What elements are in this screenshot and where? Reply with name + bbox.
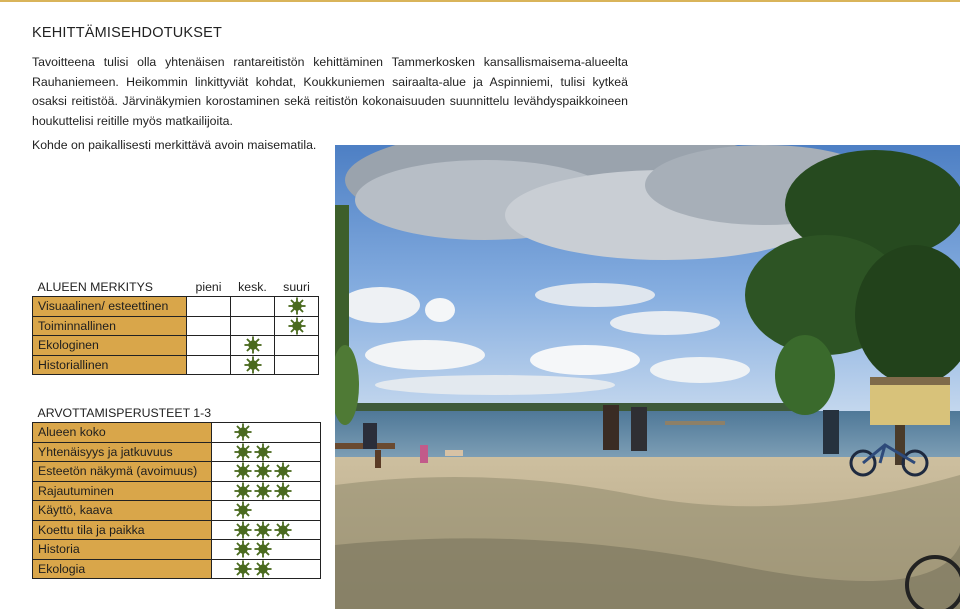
criteria-row-label: Rajautuminen: [33, 481, 212, 501]
sun-icon: [234, 501, 252, 519]
significance-row-label: Toiminnallinen: [33, 316, 187, 336]
criteria-row-label: Alueen koko: [33, 423, 212, 443]
criteria-score-cell: [212, 520, 321, 540]
significance-row: [33, 355, 319, 375]
sun-icon: [254, 521, 272, 539]
level-header-high: suuri: [283, 279, 310, 294]
sun-icon: [288, 317, 306, 335]
criteria-title: ARVOTTAMISPERUSTEET 1-3: [37, 405, 212, 420]
sun-icon: [274, 462, 292, 480]
criteria-score-cell: [212, 501, 321, 521]
criteria-row: [33, 481, 321, 501]
sun-icon: [234, 423, 252, 441]
significance-level-cell: [275, 316, 319, 336]
significance-row-label: Visuaalinen/ esteettinen: [33, 297, 187, 317]
criteria-table: [32, 403, 321, 579]
sun-icon: [288, 297, 306, 315]
significance-level-cell: [187, 336, 231, 356]
criteria-row: [33, 501, 321, 521]
sun-icon: [274, 521, 292, 539]
significance-level-cell: [231, 297, 275, 317]
description-paragraph: Tavoitteena tulisi olla yhtenäisen rantareitistön kehittäminen Tammerkosken kansallismaisema-alueelta Rauhaniemeen. Heikommin linkittyviät kohdat, Koukkuniemen sairaalta-alue ja Aspinniemi, tulisi kytkeä osaksi reitistöä. Järvinäkymien korostaminen sekä reitistön kokonaisuuden suunnittelu levähdyspaikkoineen houkuttelisi reitille myös matkailijoita.: [32, 55, 628, 128]
sun-icon: [234, 521, 252, 539]
sun-icon: [234, 443, 252, 461]
significance-row: [33, 297, 319, 317]
significance-level-cell: [275, 355, 319, 375]
criteria-row-label: Koettu tila ja paikka: [33, 520, 212, 540]
significance-table: [32, 277, 319, 375]
sun-icon: [244, 356, 262, 374]
significance-row: [33, 336, 319, 356]
criteria-row: [33, 442, 321, 462]
criteria-row: [33, 462, 321, 482]
sun-icon: [244, 336, 262, 354]
significance-level-cell: [231, 336, 275, 356]
criteria-score-cell: [212, 540, 321, 560]
criteria-row-label: Yhtenäisyys ja jatkuvuus: [33, 442, 212, 462]
criteria-score-cell: [212, 481, 321, 501]
significance-level-cell: [187, 316, 231, 336]
criteria-score-cell: [212, 423, 321, 443]
lakeside-beach-photo: [335, 145, 960, 609]
significance-level-cell: [275, 336, 319, 356]
significance-level-cell: [187, 355, 231, 375]
criteria-row: [33, 520, 321, 540]
sun-icon: [274, 482, 292, 500]
criteria-row: [33, 559, 321, 579]
sun-icon: [234, 482, 252, 500]
criteria-row-label: Käyttö, kaava: [33, 501, 212, 521]
criteria-row-label: Esteetön näkymä (avoimuus): [33, 462, 212, 482]
criteria-score-cell: [212, 462, 321, 482]
sun-icon: [254, 482, 272, 500]
significance-title: ALUEEN MERKITYS: [37, 279, 153, 294]
significance-level-cell: [231, 355, 275, 375]
page-heading: KEHITTÄMISEHDOTUKSET: [32, 25, 223, 41]
significance-level-cell: [231, 316, 275, 336]
criteria-score-cell: [212, 442, 321, 462]
criteria-row-label: Historia: [33, 540, 212, 560]
sun-icon: [254, 443, 272, 461]
criteria-row: [33, 423, 321, 443]
criteria-score-cell: [212, 559, 321, 579]
significance-note: Kohde on paikallisesti merkittävä avoin maisematila.: [32, 138, 317, 152]
sun-icon: [254, 462, 272, 480]
significance-row-label: Historiallinen: [33, 355, 187, 375]
sun-icon: [254, 540, 272, 558]
criteria-row-label: Ekologia: [33, 559, 212, 579]
significance-level-cell: [187, 297, 231, 317]
level-header-medium: kesk.: [238, 279, 267, 294]
sun-icon: [234, 540, 252, 558]
significance-row: [33, 316, 319, 336]
sun-icon: [234, 462, 252, 480]
significance-level-cell: [275, 297, 319, 317]
significance-row-label: Ekologinen: [33, 336, 187, 356]
sun-icon: [254, 560, 272, 578]
sun-icon: [234, 560, 252, 578]
level-header-low: pieni: [195, 279, 222, 294]
criteria-row: [33, 540, 321, 560]
top-rule: [0, 0, 960, 2]
